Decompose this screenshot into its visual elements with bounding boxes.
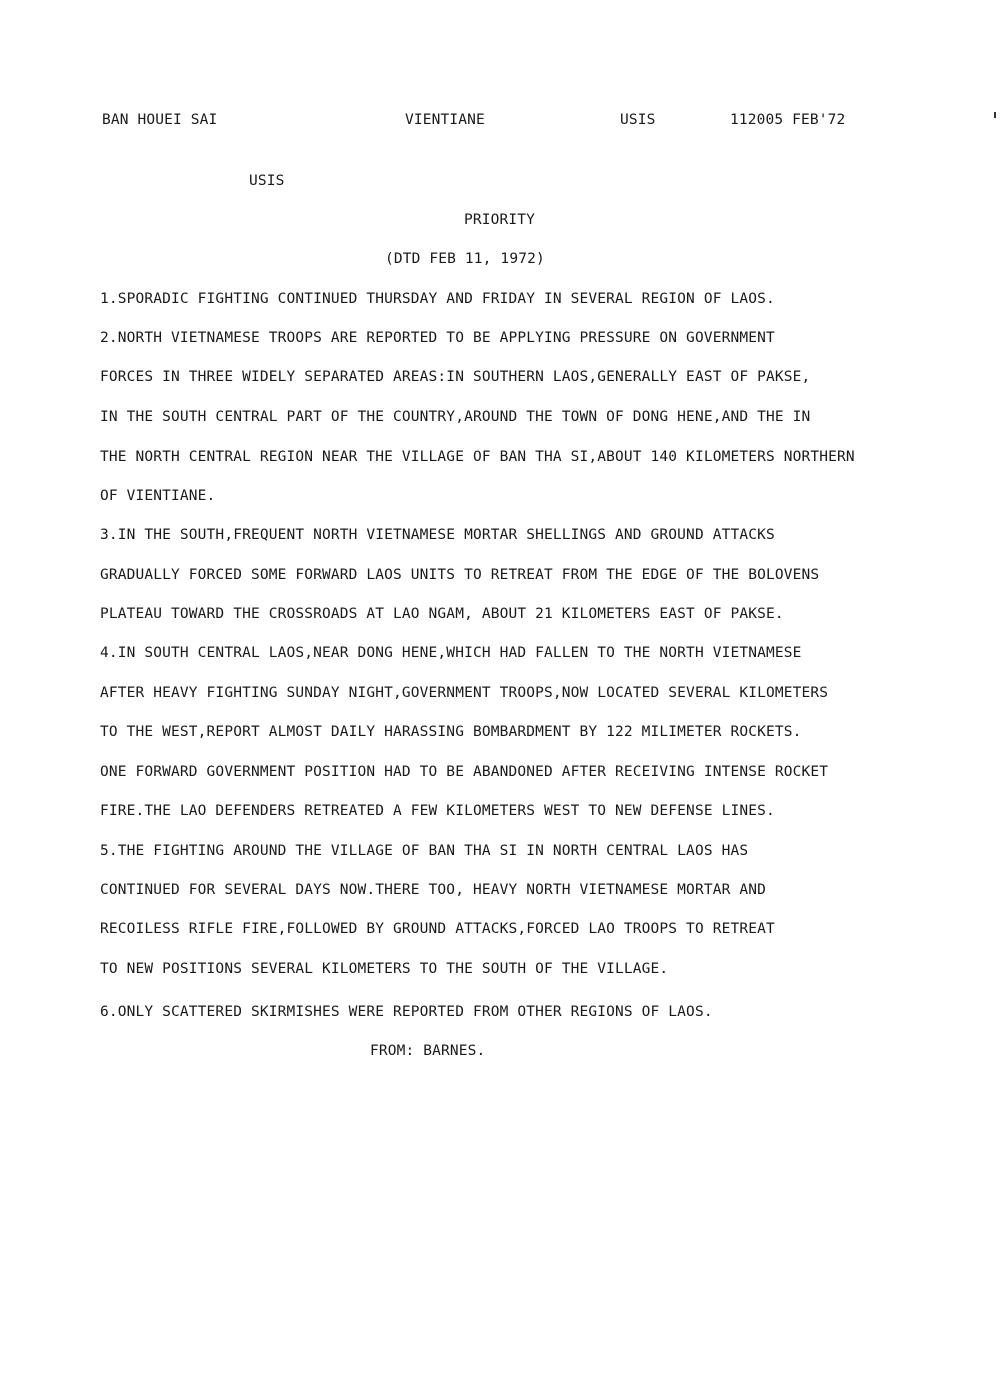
body-line: FIRE.THE LAO DEFENDERS RETREATED A FEW KILOMETERS WEST TO NEW DEFENSE LINES. [100,803,775,819]
body-line: TO NEW POSITIONS SEVERAL KILOMETERS TO THE SOUTH OF THE VILLAGE. [100,961,669,977]
date-time-group: 112005 FEB'72 [730,112,846,128]
body-line: ONE FORWARD GOVERNMENT POSITION HAD TO BE ABANDONED AFTER RECEIVING INTENSE ROCKET [100,764,829,780]
body-line: GRADUALLY FORCED SOME FORWARD LAOS UNITS TO RETREAT FROM THE EDGE OF THE BOLOVENS [100,567,820,583]
body-line: 1.SPORADIC FIGHTING CONTINUED THURSDAY AND FRIDAY IN SEVERAL REGION OF LAOS. [100,291,775,307]
dated-line: (DTD FEB 11, 1972) [385,251,545,267]
body-line: FORCES IN THREE WIDELY SEPARATED AREAS:IN SOUTHERN LAOS,GENERALLY EAST OF PAKSE, [100,369,811,385]
body-line: 6.ONLY SCATTERED SKIRMISHES WERE REPORTED FROM OTHER REGIONS OF LAOS. [100,1004,713,1020]
precedence: PRIORITY [464,212,536,228]
body-line: OF VIENTIANE. [100,488,216,504]
body-line: RECOILESS RIFLE FIRE,FOLLOWED BY GROUND ATTACKS,FORCED LAO TROOPS TO RETREAT [100,921,775,937]
body-line: 4.IN SOUTH CENTRAL LAOS,NEAR DONG HENE,WHICH HAD FALLEN TO THE NORTH VIETNAMESE [100,645,802,661]
body-line: PLATEAU TOWARD THE CROSSROADS AT LAO NGAM, ABOUT 21 KILOMETERS EAST OF PAKSE. [100,606,784,622]
body-line: CONTINUED FOR SEVERAL DAYS NOW.THERE TOO, HEAVY NORTH VIETNAMESE MORTAR AND [100,882,766,898]
body-line: 3.IN THE SOUTH,FREQUENT NORTH VIETNAMESE MORTAR SHELLINGS AND GROUND ATTACKS [100,527,775,543]
destination-station: VIENTIANE [405,112,485,128]
addressee: USIS [249,173,285,189]
body-line: TO THE WEST,REPORT ALMOST DAILY HARASSING BOMBARDMENT BY 122 MILIMETER ROCKETS. [100,724,802,740]
body-line: AFTER HEAVY FIGHTING SUNDAY NIGHT,GOVERNMENT TROOPS,NOW LOCATED SEVERAL KILOMETERS [100,685,829,701]
body-line: 2.NORTH VIETNAMESE TROOPS ARE REPORTED TO BE APPLYING PRESSURE ON GOVERNMENT [100,330,775,346]
body-line: 5.THE FIGHTING AROUND THE VILLAGE OF BAN THA SI IN NORTH CENTRAL LAOS HAS [100,843,749,859]
margin-mark [994,112,996,118]
body-line: THE NORTH CENTRAL REGION NEAR THE VILLAGE OF BAN THA SI,ABOUT 140 KILOMETERS NORTHERN [100,449,855,465]
agency-code: USIS [620,112,656,128]
origin-station: BAN HOUEI SAI [102,112,218,128]
body-line: IN THE SOUTH CENTRAL PART OF THE COUNTRY,AROUND THE TOWN OF DONG HENE,AND THE IN [100,409,811,425]
signature-line: FROM: BARNES. [370,1043,486,1059]
